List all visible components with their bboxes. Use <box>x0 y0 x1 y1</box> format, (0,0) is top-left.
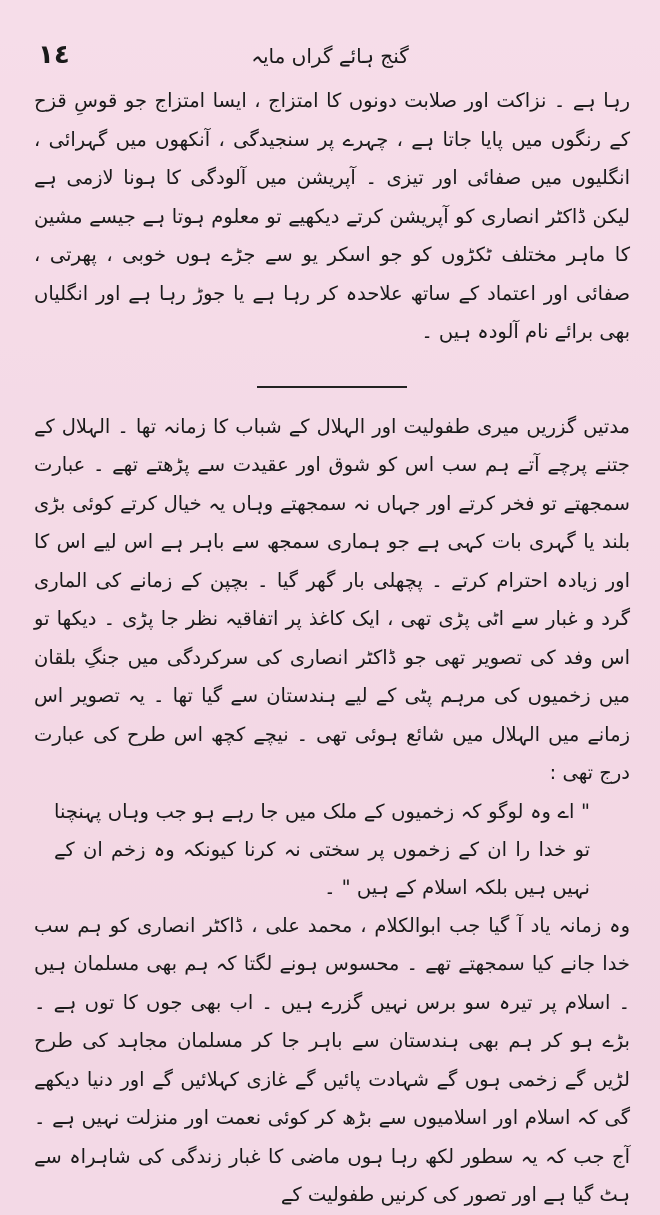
paragraph: مدتیں گزریں میری طفولیت اور الہلال کے شباب کا زمانہ تھا ۔ الہلال کے جتنے پرچے آتے ہم سب اس کو شوق اور عقیدت سے پڑھتے تھے ۔ عبارت سمجھتے تو فخر کرتے اور جہاں نہ سمجھتے وہاں یہ خیال کرتے کوئی بڑی بلند یا گہری بات کہی ہے جو ہماری سمجھ سے باہر ہے اس لیے اس کا اور زیادہ احترام کرتے ۔ پچھلی بار گھر گیا ۔ بچپن کے زمانے کی الماری گرد و غبار سے اٹی پڑی تھی ، ایک کاغذ پر اتفاقیہ نظر جا پڑی ۔ دیکھا تو اس وفد کی تصویر تھی جو ڈاکٹر انصاری کی سرکردگی میں جنگِ بلقان میں زخمیوں کی مرہم پٹی کے لیے ہندستان سے گیا تھا ۔ یہ تصویر اس زمانے میں الہلال میں شائع ہوئی تھی ۔ نیچے کچھ اس طرح کی عبارت درج تھی : <box>34 414 630 784</box>
paragraph: وہ زمانہ یاد آ گیا جب ابوالکلام ، محمد علی ، ڈاکٹر انصاری کو ہم سب خدا جانے کیا سمجھتے تھے ۔ محسوس ہونے لگتا کہ ہم بھی مسلمان ہیں ۔ اسلام پر تیرہ سو برس نہیں گزرے ہیں ۔ اب بھی جوں کا توں ہے ۔ بڑے ہو کر ہم بھی ہندستان سے باہر جا کر مسلمان مجاہد کی طرح لڑیں گے زخمی ہوں گے شہادت پائیں گے غازی کہلائیں گے اور دنیا دیکھے گی کہ اسلام اور اسلامیوں سے بڑھ کر کوئی نعمت اور منزلت نہیں ہے ۔ آج جب کہ یہ سطور لکھ رہا ہوں ماضی کا غبار زندگی کی شاہراہ سے ہٹ گیا ہے اور تصور کی کرنیں طفولیت کے <box>34 913 630 1206</box>
page-number: ١٤ <box>38 40 70 70</box>
page-header <box>0 38 660 78</box>
page-body <box>34 82 630 1215</box>
section-2 <box>34 408 630 1215</box>
paragraph: رہا ہے ۔ نزاکت اور صلابت دونوں کا امتزاج ، ایسا امتزاج جو قوسِ قزح کے رنگوں میں پایا جاتا ہے ، چہرے پر سنجیدگی ، آنکھوں میں گہرائی ، انگلیوں میں صفائی اور تیزی ۔ آپریشن میں آلودگی کا ہونا لازمی ہے لیکن ڈاکٹر انصاری کو آپریشن کرتے دیکھیے تو معلوم ہوتا ہے جیسے مشین کا ماہر مختلف ٹکڑوں کو جو اسکر یو سے جڑے ہوں خوبی ، پھرتی ، صفائی اور اعتماد کے ساتھ علاحدہ کر رہا ہے یا جوڑ رہا ہے اور انگلیاں بھی برائے نام آلودہ ہیں ۔ <box>34 89 630 343</box>
block-quote: " اے وہ لوگو کہ زخمیوں کے ملک میں جا رہے ہو جب وہاں پہنچنا تو خدا را ان کے زخموں پر سختی نہ کرنا کیونکہ وہ زخم ان کے نہیں ہیں بلکہ اسلام کے ہیں " ۔ <box>54 799 590 899</box>
running-title: گنج ہائے گراں مایہ <box>251 44 409 68</box>
section-divider <box>257 386 407 388</box>
section-1 <box>34 82 630 352</box>
